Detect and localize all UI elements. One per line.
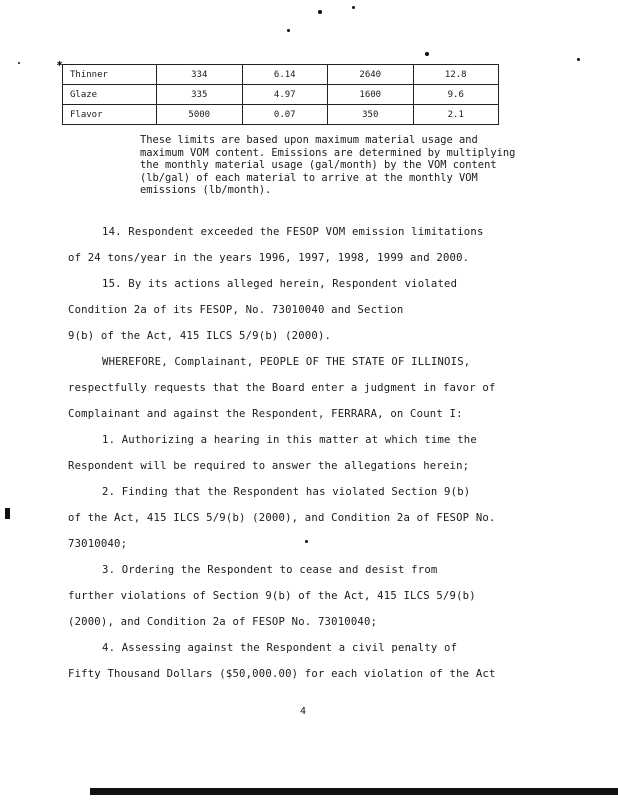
cell-value: 335 xyxy=(157,85,243,105)
wherefore-line-3: Complainant and against the Respondent, FERRARA, on Count I: xyxy=(68,408,463,420)
scan-speck xyxy=(318,10,322,14)
page-number: 4 xyxy=(300,706,307,717)
scan-speck xyxy=(287,29,290,32)
scan-speck xyxy=(305,540,308,543)
material-name: Thinner xyxy=(63,65,157,85)
scan-speck xyxy=(352,6,355,9)
scan-speck xyxy=(18,62,20,64)
material-name: Flavor xyxy=(63,105,157,125)
cell-value: 4.97 xyxy=(242,85,328,105)
cell-value: 5000 xyxy=(157,105,243,125)
request-2-line-2: of the Act, 415 ILCS 5/9(b) (2000), and Condition 2a of FESOP No. xyxy=(68,512,496,524)
paragraph-15-line-1: 15. By its actions alleged herein, Respondent violated xyxy=(102,278,458,290)
table-note: These limits are based upon maximum material usage and maximum VOM content. Emissions are determined by multiplying the monthly material usage (gal/month) by the VOM content (lb/gal) of each material to arrive at the monthly VOM emissions (lb/month). xyxy=(140,134,516,196)
paragraph-14-line-1: 14. Respondent exceeded the FESOP VOM emission limitations xyxy=(102,226,484,238)
cell-value: 0.07 xyxy=(242,105,328,125)
scan-speck xyxy=(425,52,429,56)
request-2-line-1: 2. Finding that the Respondent has violated Section 9(b) xyxy=(102,486,471,498)
cell-value: 334 xyxy=(157,65,243,85)
wherefore-line-2: respectfully requests that the Board enter a judgment in favor of xyxy=(68,382,496,394)
cell-value: 6.14 xyxy=(242,65,328,85)
cell-value: 9.6 xyxy=(413,85,499,105)
request-4-line-1: 4. Assessing against the Respondent a civil penalty of xyxy=(102,642,458,654)
cell-value: 1600 xyxy=(328,85,414,105)
request-3-line-1: 3. Ordering the Respondent to cease and desist from xyxy=(102,564,438,576)
emissions-table xyxy=(62,64,499,125)
paragraph-15-line-3: 9(b) of the Act, 415 ILCS 5/9(b) (2000). xyxy=(68,330,332,342)
paragraph-15-line-2: Condition 2a of its FESOP, No. 73010040 and Section xyxy=(68,304,404,316)
cell-value: 350 xyxy=(328,105,414,125)
cell-value: 12.8 xyxy=(413,65,499,85)
material-name: Glaze xyxy=(63,85,157,105)
table-row xyxy=(63,105,499,125)
table-row xyxy=(63,65,499,85)
request-1-line-1: 1. Authorizing a hearing in this matter at which time the xyxy=(102,434,477,446)
cell-value: 2.1 xyxy=(413,105,499,125)
scan-speck xyxy=(577,58,580,61)
table-row xyxy=(63,85,499,105)
wherefore-line-1: WHEREFORE, Complainant, PEOPLE OF THE STATE OF ILLINOIS, xyxy=(102,356,471,368)
request-4-line-2: Fifty Thousand Dollars ($50,000.00) for each violation of the Act xyxy=(68,668,496,680)
request-2-line-3: 73010040; xyxy=(68,538,128,550)
asterisk-mark-icon: ✱ xyxy=(57,59,63,69)
cell-value: 2640 xyxy=(328,65,414,85)
request-1-line-2: Respondent will be required to answer the allegations herein; xyxy=(68,460,470,472)
scan-edge-mark xyxy=(5,508,10,519)
scan-bottom-edge xyxy=(90,788,618,795)
request-3-line-2: further violations of Section 9(b) of the Act, 415 ILCS 5/9(b) xyxy=(68,590,476,602)
request-3-line-3: (2000), and Condition 2a of FESOP No. 73010040; xyxy=(68,616,378,628)
paragraph-14-line-2: of 24 tons/year in the years 1996, 1997, 1998, 1999 and 2000. xyxy=(68,252,470,264)
